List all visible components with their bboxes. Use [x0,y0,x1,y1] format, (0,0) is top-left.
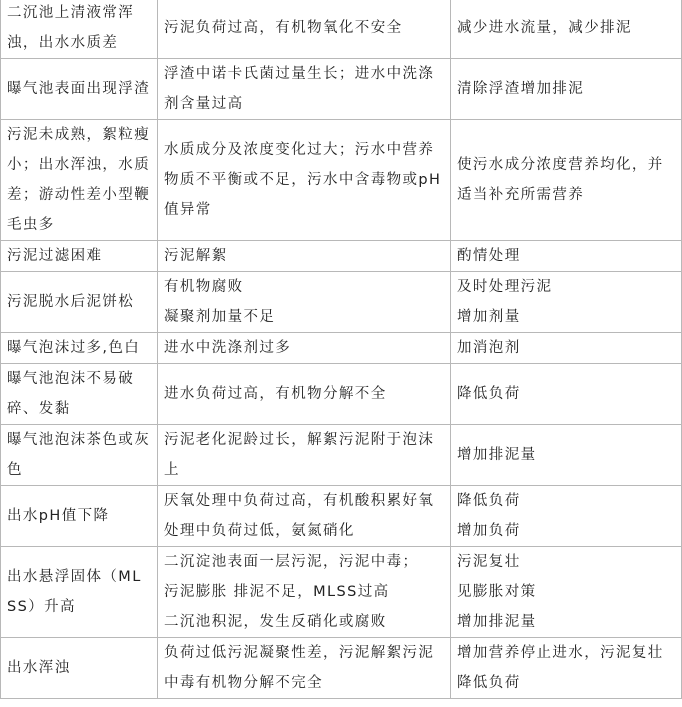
remedy-cell [451,333,682,364]
remedy-line: 及时处理污泥 [457,279,553,295]
symptom-cell: 二沉池上清液常浑浊，出水水质差 [1,0,158,59]
symptom-cell: 曝气池表面出现浮渣 [1,59,158,120]
cause-cell [158,272,451,333]
cause-line: 有机物腐败 [164,279,244,295]
cause-line: 浮渣中诺卡氏菌过量生长；进水中洗涤剂含量过高 [164,66,435,112]
remedy-cell [451,59,682,120]
symptom-cell: 污泥未成熟，絮粒瘦小；出水浑浊，水质差；游动性差小型鞭毛虫多 [1,120,158,241]
symptom-cell: 曝气泡沫过多,色白 [1,333,158,364]
remedy-cell [451,241,682,272]
cause-line: 进水中洗涤剂过多 [164,340,292,356]
cause-cell [158,486,451,547]
remedy-cell [451,425,682,486]
cause-cell [158,547,451,638]
cause-cell [158,425,451,486]
remedy-line: 加消泡剂 [457,340,521,356]
remedy-line: 见膨胀对策 [457,584,537,600]
remedy-line: 污泥复壮 [457,554,521,570]
symptom-cell: 污泥过滤困难 [1,241,158,272]
remedy-line: 降低负荷 [457,386,521,402]
table-row [1,364,682,425]
table-row [1,272,682,333]
remedy-line: 减少进水流量，减少排泥 [457,20,632,36]
remedy-cell [451,120,682,241]
table-row [1,425,682,486]
symptom-cell: 出水悬浮固体（MLSS）升高 [1,547,158,638]
cause-cell [158,241,451,272]
symptom-cell: 出水pH值下降 [1,486,158,547]
remedy-line: 降低负荷 [457,493,521,509]
remedy-cell [451,272,682,333]
cause-line: 水质成分及浓度变化过大；污水中营养物质不平衡或不足，污水中含毒物或pH值异常 [164,142,442,218]
table-row [1,547,682,638]
remedy-line: 增加剂量 [457,309,521,325]
cause-line: 污泥膨胀 排泥不足，MLSS过高 [164,584,390,600]
cause-cell [158,333,451,364]
table-row [1,638,682,699]
remedy-line: 清除浮渣增加排泥 [457,81,585,97]
symptom-cell: 曝气池泡沫茶色或灰色 [1,425,158,486]
remedy-cell [451,0,682,59]
table-row [1,486,682,547]
remedy-cell [451,547,682,638]
remedy-cell [451,364,682,425]
remedy-line: 使污水成分浓度营养均化，并适当补充所需营养 [457,157,664,203]
cause-cell [158,364,451,425]
remedy-cell [451,638,682,699]
symptom-cell: 曝气池泡沫不易破碎、发黏 [1,364,158,425]
table-row [1,241,682,272]
cause-line: 负荷过低污泥凝聚性差，污泥解絮污泥中毒有机物分解不完全 [164,645,435,691]
symptom-cell: 污泥脱水后泥饼松 [1,272,158,333]
remedy-line: 增加负荷 [457,523,521,539]
remedy-line: 增加排泥量 [457,447,537,463]
cause-line: 污泥老化泥龄过长，解絮污泥附于泡沫上 [164,432,435,478]
cause-line: 二沉淀池表面一层污泥，污泥中毒； [164,554,419,570]
cause-line: 凝聚剂加量不足 [164,309,276,325]
table-row [1,59,682,120]
symptom-cell: 出水浑浊 [1,638,158,699]
cause-line: 二沉池积泥，发生反硝化或腐败 [164,614,387,630]
cause-cell [158,59,451,120]
cause-line: 污泥负荷过高，有机物氧化不安全 [164,20,403,36]
remedy-line: 酌情处理 [457,248,521,264]
cause-cell [158,0,451,59]
cause-cell [158,120,451,241]
remedy-line: 增加营养停止进水，污泥复壮降低负荷 [457,645,664,691]
cause-cell [158,638,451,699]
cause-line: 进水负荷过高，有机物分解不全 [164,386,387,402]
remedy-cell [451,486,682,547]
cause-line: 污泥解絮 [164,248,228,264]
remedy-line: 增加排泥量 [457,614,537,630]
table-row [1,120,682,241]
table-row [1,0,682,59]
cause-line: 厌氧处理中负荷过高，有机酸积累好氧处理中负荷过低，氨氮硝化 [164,493,435,539]
table-row [1,333,682,364]
